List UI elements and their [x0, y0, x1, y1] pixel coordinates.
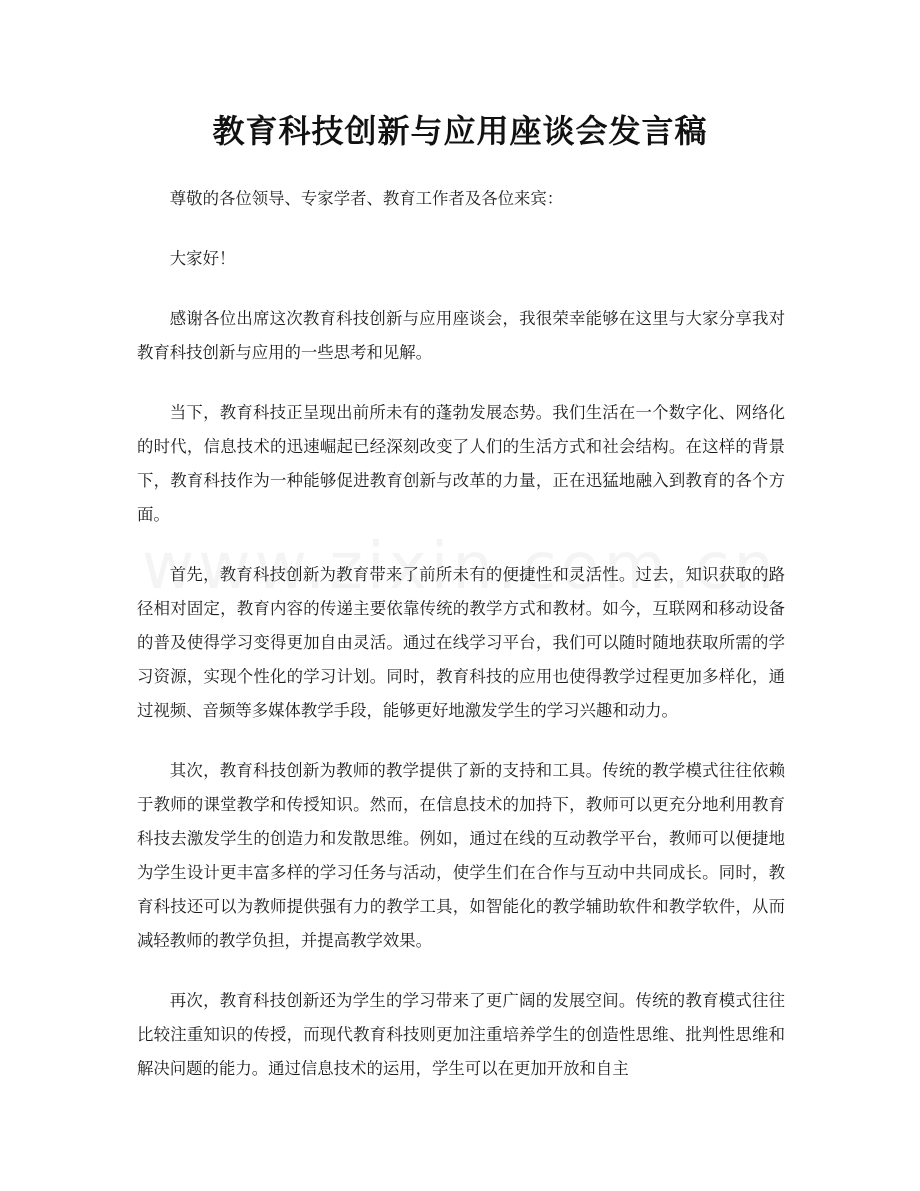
document-body [137, 182, 785, 1112]
third-point-paragraph: 再次，教育科技创新还为学生的学习带来了更广阔的发展空间。传统的教育模式往往比较注重知识的传授，而现代教育科技则更加注重培养学生的创造性思维、批判性思维和解决问题的能力。通过信息技术的运用，学生可以在更加开放和自主 [137, 991, 785, 1078]
salutation-paragraph: 尊敬的各位领导、专家学者、教育工作者及各位来宾： [169, 189, 564, 208]
background-paragraph: 当下，教育科技正呈现出前所未有的蓬勃发展态势。我们生活在一个数字化、网络化的时代，信息技术的迅速崛起已经深刻改变了人们的生活方式和社会结构。在这样的背景下，教育科技作为一种能够促进教育创新与改革的力量，正在迅猛地融入到教育的各个方面。 [137, 403, 785, 524]
first-point-paragraph: 首先，教育科技创新为教育带来了前所未有的便捷性和灵活性。过去，知识获取的路径相对固定，教育内容的传递主要依靠传统的教学方式和教材。如今，互联网和移动设备的普及使得学习变得更加自由灵活。通过在线学习平台，我们可以随时随地获取所需的学习资源，实现个性化的学习计划。同时，教育科技的应用也使得教学过程更加多样化，通过视频、音频等多媒体教学手段，能够更好地激发学生的学习兴趣和动力。 [137, 565, 785, 720]
second-point-paragraph: 其次，教育科技创新为教师的教学提供了新的支持和工具。传统的教学模式往往依赖于教师的课堂教学和传授知识。然而，在信息技术的加持下，教师可以更充分地利用教育科技去激发学生的创造力和发散思维。例如，通过在线的互动教学平台，教师可以便捷地为学生设计更丰富多样的学习任务与活动，使学生们在合作与互动中共同成长。同时，教育科技还可以为教师提供强有力的教学工具，如智能化的教学辅助软件和教学软件，从而减轻教师的教学负担，并提高教学效果。 [137, 761, 785, 950]
intro-paragraph: 感谢各位出席这次教育科技创新与应用座谈会，我很荣幸能够在这里与大家分享我对教育科技创新与应用的一些思考和见解。 [137, 309, 785, 362]
greeting-paragraph: 大家好！ [169, 249, 236, 268]
document-title: 教育科技创新与应用座谈会发言稿 [212, 112, 708, 150]
